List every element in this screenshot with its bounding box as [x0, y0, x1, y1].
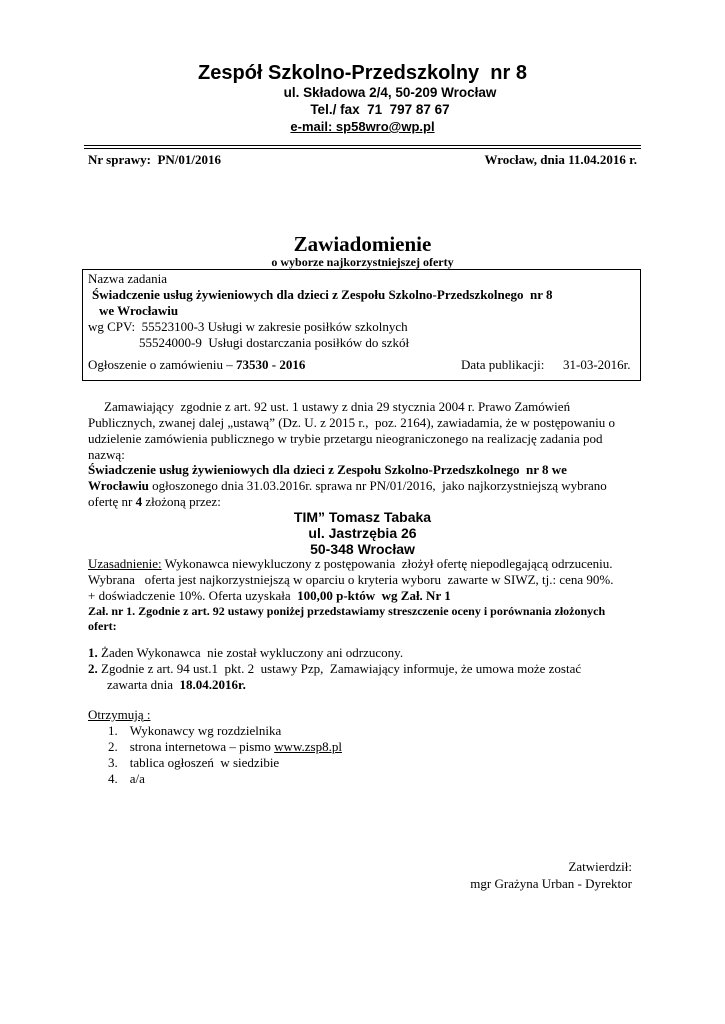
cpv-code-2: 55524000-9 Usługi dostarczania posiłków do szkół — [139, 335, 410, 350]
justification-line — [88, 556, 613, 572]
justification-text: Wybrana oferta jest najkorzystniejszą w oparciu o kryteria wyboru zawarte w SIWZ, tj.: cena 90%. — [88, 572, 614, 587]
recipient-text: a/a — [129, 771, 145, 786]
task-label: Nazwa zadania — [88, 271, 168, 286]
justification-label: Uzasadnienie: — [88, 556, 162, 571]
recipient-number: 1. — [108, 723, 118, 738]
score-value: 100,00 p-któw wg Zał. Nr 1 — [297, 588, 451, 603]
publication-label: Data publikacji: — [461, 357, 545, 372]
recipient-item — [108, 771, 145, 787]
attachment-note: Zał. nr 1. Zgodnie z art. 92 ustawy poniżej przedstawiamy streszczenie oceny i porównania złożonych — [88, 604, 606, 618]
offer-prefix: ofertę nr — [88, 494, 136, 509]
task-name-bold: Świadczenie usług żywieniowych dla dzieci z Zespołu Szkolno-Przedszkolnego nr 8 we — [88, 462, 567, 477]
contract-date-label: zawarta dnia — [107, 677, 180, 692]
task-name: Świadczenie usług żywieniowych dla dzieci z Zespołu Szkolno-Przedszkolnego nr 8 — [92, 287, 553, 302]
offer-suffix: złożoną przez: — [142, 494, 221, 509]
notice-label: Ogłoszenie o zamówieniu – — [88, 357, 237, 372]
recipient-number: 3. — [108, 755, 118, 770]
intro-text: udzielenie zamówienia publicznego w trybie przetargu nieograniczonego na realizację zadania pod — [88, 431, 603, 446]
recipient-text: tablica ogłoszeń w siedzibie — [129, 755, 280, 770]
point-text: Zgodnie z art. 94 ust.1 pkt. 2 ustawy Pzp, Zamawiający informuje, że umowa może zostać — [97, 661, 582, 676]
school-phone: Tel./ fax 71 797 87 67 — [310, 102, 450, 117]
point-2 — [88, 661, 581, 677]
contract-date-line — [107, 677, 246, 693]
recipient-number: 2. — [108, 739, 118, 754]
recipient-item — [108, 755, 279, 771]
point-text: Żaden Wykonawca nie został wykluczony ani odrzucony. — [97, 645, 404, 660]
announcement-text: ogłoszonego dnia 31.03.2016r. sprawa nr PN/01/2016, jako najkorzystniejszą wybrano — [148, 478, 607, 493]
score-line — [88, 588, 451, 604]
intro-text: nazwą: — [88, 447, 125, 462]
score-text: + doświadczenie 10%. Oferta uzyskała — [88, 588, 298, 603]
recipient-text: Wykonawcy wg rozdzielnika — [129, 723, 282, 738]
signatory-name: mgr Grażyna Urban - Dyrektor — [470, 876, 632, 891]
school-address: ul. Składowa 2/4, 50-209 Wrocław — [283, 85, 497, 100]
school-name: Zespół Szkolno-Przedszkolny nr 8 — [198, 62, 527, 84]
notice-number: 73530 - 2016 — [236, 357, 306, 372]
attachment-note: ofert: — [88, 619, 117, 633]
cpv-code-1: wg CPV: 55523100-3 Usługi w zakresie posiłków szkolnych — [88, 319, 408, 334]
case-number: Nr sprawy: PN/01/2016 — [88, 152, 222, 167]
winner-name: TIM” Tomasz Tabaka — [293, 509, 432, 525]
recipients-label: Otrzymują : — [88, 707, 151, 722]
recipient-item — [108, 723, 281, 739]
intro-text: Publicznych, zwanej dalej „ustawą” (Dz. U. z 2015 r., poz. 2164), zawiadamia, że w postępowaniu o — [88, 415, 616, 430]
header-divider — [84, 148, 641, 149]
task-city: Wrocławiu — [88, 478, 149, 493]
point-1 — [88, 645, 403, 661]
contract-date: 18.04.2016r. — [179, 677, 246, 692]
offer-number: 4 — [135, 494, 143, 509]
website-link[interactable]: www.zsp8.pl — [274, 739, 342, 754]
approved-label: Zatwierdził: — [568, 859, 632, 874]
announcement-line — [88, 478, 607, 494]
header-divider — [84, 145, 641, 146]
winner-city: 50-348 Wrocław — [310, 541, 415, 557]
intro-text: Zamawiający zgodnie z art. 92 ust. 1 ustawy z dnia 29 stycznia 2004 r. Prawo Zamówień — [104, 399, 571, 414]
publication-date: 31-03-2016r. — [563, 357, 631, 372]
task-name-cont: we Wrocławiu — [99, 303, 179, 318]
notice-line — [88, 357, 305, 373]
document-subtitle: o wyborze najkorzystniejszej oferty — [271, 255, 454, 269]
winner-street: ul. Jastrzębia 26 — [308, 525, 417, 541]
justification-text: Wykonawca niewykluczony z postępowania złożył ofertę niepodlegającą odrzuceniu. — [161, 556, 613, 571]
place-date: Wrocław, dnia 11.04.2016 r. — [484, 152, 637, 167]
school-email[interactable]: e-mail: sp58wro@wp.pl — [290, 119, 435, 134]
recipient-number: 4. — [108, 771, 118, 786]
recipient-text: strona internetowa – pismo — [129, 739, 275, 754]
recipient-item — [108, 739, 342, 755]
point-number: 2. — [88, 661, 98, 676]
document-title: Zawiadomienie — [293, 232, 432, 256]
offer-line — [88, 494, 221, 510]
point-number: 1. — [88, 645, 98, 660]
